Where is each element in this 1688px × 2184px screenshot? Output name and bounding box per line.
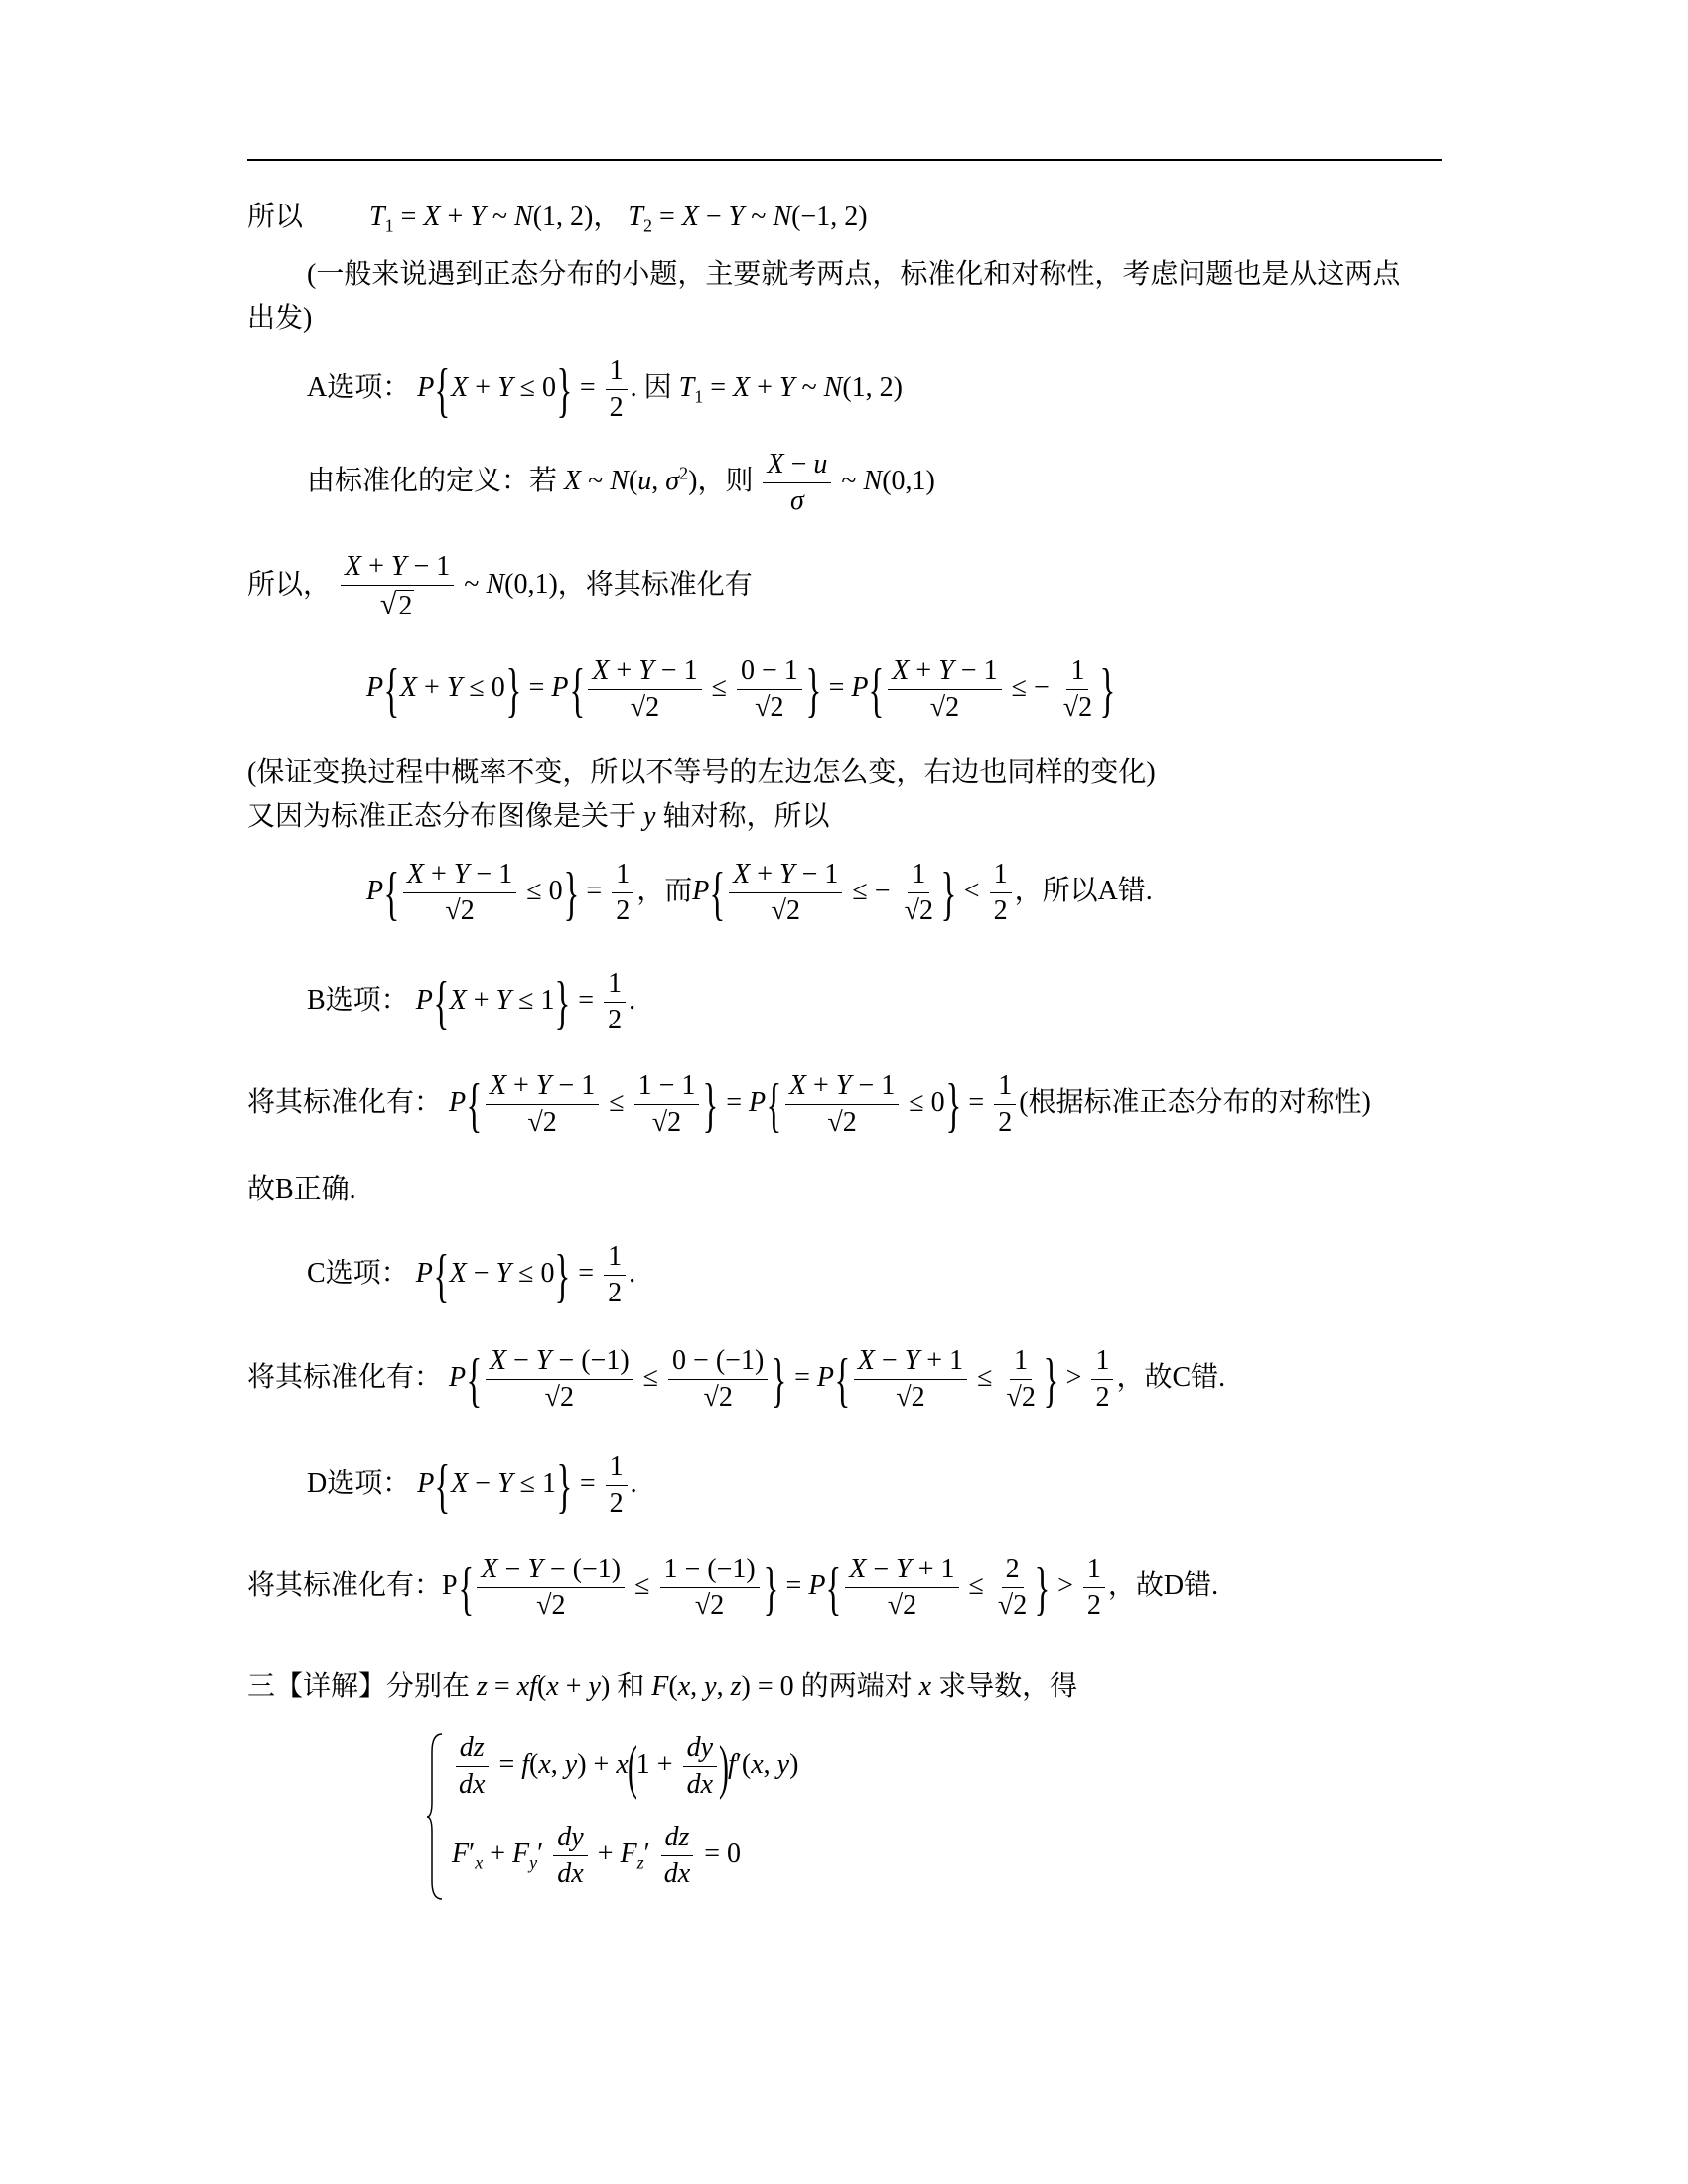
equation-implicit: $F'_x + F_y'$ $\frac{dy}{dx}$ + $F_z'$ $\frac{dz}{dx}$ = 0: [452, 1822, 741, 1890]
formula-t1: $T_1 = X + Y$ ~ N(1, 2): [369, 202, 594, 236]
header-rule: [247, 159, 1442, 161]
symmetry-equation: P{ $\frac{X + Y - 1}{√2}$ ≤ 0} = $\frac{1}{2}$ ，而P{ $\frac{X + Y - 1}{√2}$ ≤ − $\frac{1}{√2}$ } < $\frac{1}{2}$ ，所以A错.: [366, 859, 1153, 927]
standardization-definition: 由标准化的定义：若 X ~ N(u, $\sigma^2$)，则 $\frac{X - u}{\sigma}$ ~ N(0,1): [307, 449, 935, 517]
symmetry-line: 又因为标准正态分布图像是关于 y 轴对称，所以: [247, 801, 830, 832]
option-b-line: B选项： P{X + Y ≤ 1} = $\frac{1}{2}$ .: [307, 968, 636, 1036]
note-normal-tips: (一般来说遇到正态分布的小题，主要就考两点，标准化和对称性，考虑问题也是从这两点: [307, 259, 1401, 290]
text-so: 所以: [247, 202, 304, 232]
option-b-correct: 故B正确.: [247, 1174, 356, 1205]
option-d-line: D选项： P{X − Y ≤ 1} = $\frac{1}{2}$ .: [307, 1451, 637, 1520]
option-c-line: C选项： P{X − Y ≤ 0} = $\frac{1}{2}$ .: [307, 1241, 636, 1309]
option-d-standardize: 将其标准化有：P{ $\frac{X - Y - (-1)}{√2}$ ≤ $\frac{1 - (-1)}{√2}$ } = P{ $\frac{X - Y + 1}{√2}$ ≤ $\frac{2}{√2}$ } > $\frac{1}{2}$ ，故D错.: [247, 1554, 1219, 1622]
option-c-standardize: 将其标准化有： P{ $\frac{X - Y - (-1)}{√2}$ ≤ $\frac{0 - (-1)}{√2}$ } = P{ $\frac{X - Y + 1}{√2}$ ≤ $\frac{1}{√2}$ } > $\frac{1}{2}$ ，故C错.: [247, 1345, 1226, 1414]
option-a-line: A选项： P{X + Y ≤ 0} = $\frac{1}{2}$ . 因 $T_1 = X + Y$ ~ N(1, 2): [307, 355, 903, 424]
so-standardize-line: 所以， X + Y − 1 √ 2 ~ N(0,1)，将其标准化有: [247, 551, 753, 621]
distribution-line: 所以 $T_1 = X + Y$ ~ N(1, 2)， $T_2 = X - Y$ ~ N(−1, 2): [247, 202, 868, 236]
derivative-system: [426, 1732, 922, 1901]
note-probability-unchanged: (保证变换过程中概率不变，所以不等号的左边怎么变，右边也同样的变化): [247, 757, 1156, 788]
option-b-standardize: 将其标准化有： P{ $\frac{X + Y - 1}{√2}$ ≤ $\frac{1 - 1}{√2}$ } = P{ $\frac{X + Y - 1}{√2}$ ≤ 0} = $\frac{1}{2}$ (根据标准正态分布的对称性): [247, 1070, 1371, 1139]
equation-dz-dx: $\frac{dz}{dx}$ = f(x, y) + x(1 + $\frac{dy}{dx}$ )f′(x, y): [452, 1732, 798, 1801]
section-3-intro: 三【详解】分别在 z = xf(x + y) 和 F(x, y, z) = 0 的两端对 x 求导数，得: [247, 1671, 1078, 1702]
formula-t2: $T_2 = X - Y$ ~ N(−1, 2): [628, 202, 868, 236]
left-brace-icon: [426, 1732, 444, 1901]
option-a-derivation: P{X + Y ≤ 0} = P{ $\frac{X + Y - 1}{√2}$ ≤ $\frac{0 - 1}{√2}$ } = P{ $\frac{X + Y - 1}{√2}$ ≤ − $\frac{1}{√2}$ }: [366, 655, 1116, 724]
note-normal-tips-cont: 出发): [247, 303, 313, 334]
